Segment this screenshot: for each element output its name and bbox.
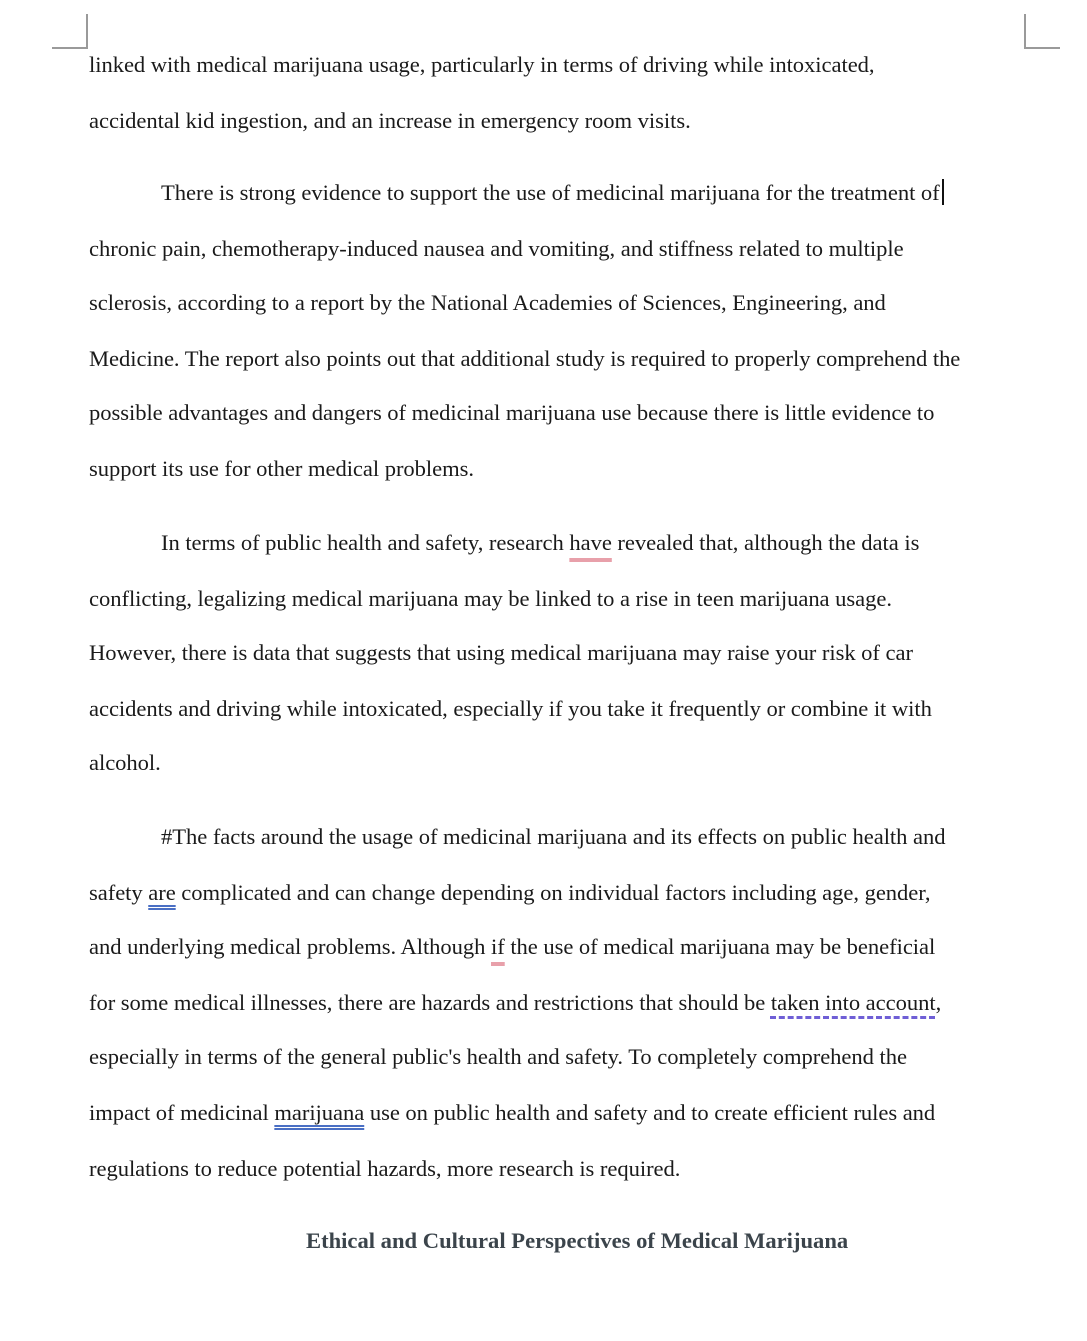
paragraph-2-line-3[interactable]: sclerosis, according to a report by the National Academies of Sciences, Engineering, and <box>89 290 886 315</box>
paragraph-2-line-1[interactable] <box>161 178 944 208</box>
paragraph-4-line-4-after[interactable]: , <box>935 990 942 1015</box>
paragraph-3-line-1-before[interactable]: In terms of public health and safety, research <box>161 530 570 555</box>
paragraph-4-line-2-before[interactable]: safety <box>89 880 149 905</box>
paragraph-4-line-4-before[interactable]: for some medical illnesses, there are hazards and restrictions that should be <box>89 990 771 1015</box>
paragraph-3-line-4[interactable]: accidents and driving while intoxicated, especially if you take it frequently or combine it with <box>89 696 932 721</box>
paragraph-2-line-2[interactable]: chronic pain, chemotherapy-induced nausea and vomiting, and stiffness related to multiple <box>89 236 904 261</box>
paragraph-4-line-3-after[interactable]: the use of medical marijuana may be beneficial <box>504 934 936 959</box>
paragraph-4-line-6-before[interactable]: impact of medicinal <box>89 1100 275 1125</box>
margin-mark-top-right <box>1024 14 1026 48</box>
paragraph-3-line-5[interactable]: alcohol. <box>89 750 161 775</box>
margin-mark-top-right-horizontal <box>1024 47 1060 49</box>
paragraph-1-line-1[interactable]: linked with medical marijuana usage, particularly in terms of driving while intoxicated, <box>89 52 875 77</box>
paragraph-3-line-3[interactable]: However, there is data that suggests that using medical marijuana may raise your risk of car <box>89 640 913 665</box>
paragraph-4-line-2-after[interactable]: complicated and can change depending on individual factors including age, gender, <box>175 880 931 905</box>
paragraph-2-line-6[interactable]: support its use for other medical problems. <box>89 456 475 481</box>
style-flag-taken-into-account[interactable]: taken into account <box>770 990 936 1015</box>
grammar-flag-marijuana[interactable]: marijuana <box>274 1100 365 1125</box>
paragraph-3-line-2[interactable]: conflicting, legalizing medical marijuana may be linked to a rise in teen marijuana usage. <box>89 586 892 611</box>
paragraph-4-line-4[interactable] <box>89 988 941 1018</box>
grammar-flag-are[interactable]: are <box>148 880 176 905</box>
spelling-flag-have[interactable]: have <box>569 530 612 555</box>
margin-mark-top-left-horizontal <box>52 47 88 49</box>
paragraph-4-line-6-after[interactable]: use on public health and safety and to create efficient rules and <box>364 1100 936 1125</box>
paragraph-3-line-1-after[interactable]: revealed that, although the data is <box>611 530 920 555</box>
paragraph-2-line-1-text[interactable]: There is strong evidence to support the use of medicinal marijuana for the treatment of <box>161 180 940 205</box>
text-cursor <box>942 179 944 205</box>
section-heading[interactable]: Ethical and Cultural Perspectives of Medical Marijuana <box>306 1228 849 1253</box>
paragraph-4-line-5[interactable]: especially in terms of the general public's health and safety. To completely comprehend the <box>89 1044 907 1069</box>
margin-mark-top-left <box>86 14 88 48</box>
paragraph-2-line-5[interactable]: possible advantages and dangers of medicinal marijuana use because there is little evidence to <box>89 400 935 425</box>
spelling-flag-if[interactable]: if <box>491 934 505 959</box>
page-number <box>1000 0 1014 2</box>
paragraph-4-line-6[interactable] <box>89 1098 935 1128</box>
paragraph-4-line-3-before[interactable]: and underlying medical problems. Although <box>89 934 492 959</box>
paragraph-4-line-1[interactable]: #The facts around the usage of medicinal marijuana and its effects on public health and <box>161 824 946 849</box>
paragraph-4-line-7[interactable]: regulations to reduce potential hazards, more research is required. <box>89 1156 681 1181</box>
paragraph-4-line-2[interactable] <box>89 878 930 908</box>
paragraph-2-line-4[interactable]: Medicine. The report also points out that additional study is required to properly comprehend the <box>89 346 961 371</box>
paragraph-4-line-3[interactable] <box>89 932 935 962</box>
paragraph-1-line-2[interactable]: accidental kid ingestion, and an increase in emergency room visits. <box>89 108 691 133</box>
paragraph-3-line-1[interactable] <box>161 528 919 558</box>
